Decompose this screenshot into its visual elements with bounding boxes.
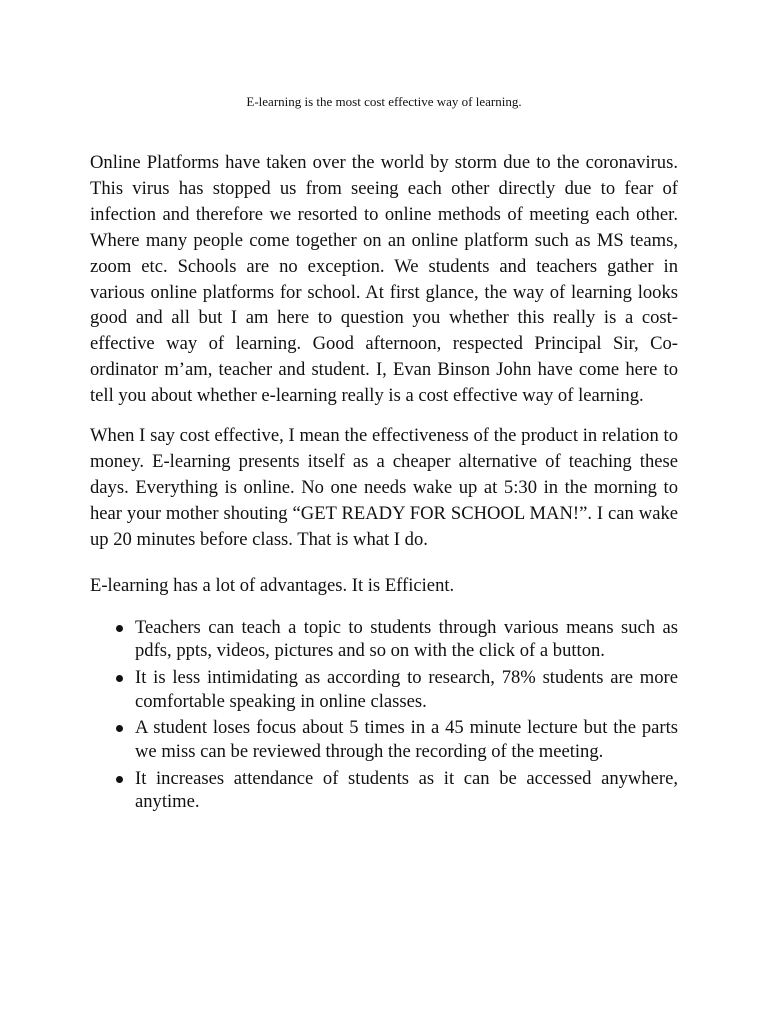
document-title: E-learning is the most cost effective way of learning. [246,94,522,109]
paragraph-cost-effective: When I say cost effective, I mean the effectiveness of the product in relation to money. E-learning presents itself as a cheaper alternative of teaching these days. Everything is online. No one needs wake up at 5:30 in the morning to hear your mother shouting “GET READY FOR SCHOOL MAN!”. I can wake up 20 minutes before class. That is what I do. [90,425,678,550]
bullet-icon [116,725,123,732]
bullet-icon [116,625,123,632]
list-item-text: Teachers can teach a topic to students through various means such as pdfs, ppts, videos, pictures and so on with the click of a button. [135,616,678,662]
list-item [90,767,678,814]
list-item [90,616,678,663]
list-item [90,666,678,713]
list-item-text: A student loses focus about 5 times in a 45 minute lecture but the parts we miss can be reviewed through the recording of the meeting. [135,717,678,763]
paragraph-advantages: E-learning has a lot of advantages. It is Efficient. [90,574,455,596]
bullet-icon [116,776,123,783]
list-item-text: It increases attendance of students as it can be accessed anywhere, anytime. [135,767,678,813]
document-body [90,150,678,817]
bullet-icon [116,675,123,682]
paragraph-intro: Online Platforms have taken over the world by storm due to the coronavirus. This virus has stopped us from seeing each other directly due to fear of infection and therefore we resorted to online methods of meeting each other. Where many people come together on an online platform such as MS teams, zoom etc. Schools are no exception. We students and teachers gather in various online platforms for school. At first glance, the way of learning looks good and all but I am here to question you whether this really is a cost-effective way of learning. Good afternoon, respected Principal Sir, Co-ordinator m’am, teacher and student. I, Evan Binson John have come here to tell you about whether e-learning really is a cost effective way of learning. [90,152,678,407]
list-item [90,716,678,763]
advantages-list [90,616,678,815]
list-item-text: It is less intimidating as according to research, 78% students are more comfortable speaking in online classes. [135,666,678,712]
